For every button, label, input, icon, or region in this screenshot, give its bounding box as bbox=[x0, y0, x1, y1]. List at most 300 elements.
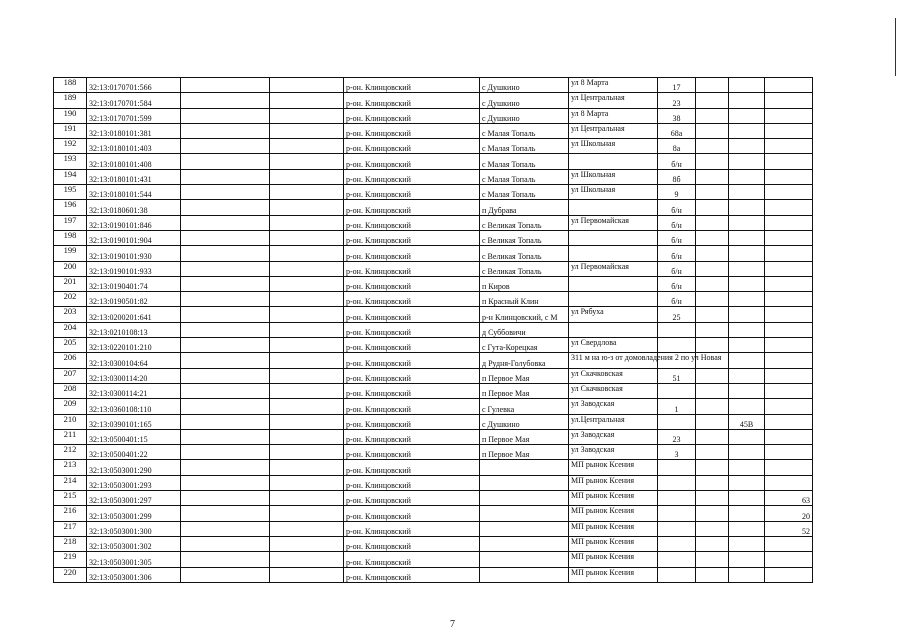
row-number: 193 bbox=[54, 154, 87, 169]
empty-cell bbox=[696, 475, 729, 490]
empty-cell bbox=[696, 567, 729, 582]
row-number: 204 bbox=[54, 322, 87, 337]
extra-number-cell bbox=[765, 414, 813, 429]
extra-number-cell bbox=[765, 475, 813, 490]
building-cell bbox=[729, 552, 765, 567]
empty-cell bbox=[696, 383, 729, 398]
table-row bbox=[54, 246, 813, 261]
extra-number-cell bbox=[765, 445, 813, 460]
building-cell bbox=[729, 78, 765, 93]
street-cell: МП рынок Ксения bbox=[569, 536, 658, 551]
cadastral-number: 32:13:0503001:293 bbox=[87, 475, 181, 490]
cadastral-number: 32:13:0360108:110 bbox=[87, 399, 181, 414]
street-cell: ул 8 Марта bbox=[569, 78, 658, 93]
extra-number-cell: 20 bbox=[765, 506, 813, 521]
empty-cell bbox=[270, 475, 344, 490]
empty-cell bbox=[696, 292, 729, 307]
row-number: 210 bbox=[54, 414, 87, 429]
street-cell: ул Заводская bbox=[569, 429, 658, 444]
building-cell bbox=[729, 322, 765, 337]
street-cell: ул Школьная bbox=[569, 139, 658, 154]
locality-cell: с Малая Топаль bbox=[480, 123, 569, 138]
district-cell: р-он. Клинцовский bbox=[344, 414, 480, 429]
house-number-cell: 23 bbox=[658, 93, 696, 108]
extra-number-cell bbox=[765, 368, 813, 383]
row-number: 211 bbox=[54, 429, 87, 444]
locality-cell bbox=[480, 567, 569, 582]
property-register-table bbox=[53, 77, 813, 583]
locality-cell: с Душкино bbox=[480, 93, 569, 108]
empty-cell bbox=[696, 108, 729, 123]
extra-number-cell bbox=[765, 78, 813, 93]
empty-cell bbox=[696, 460, 729, 475]
empty-cell bbox=[181, 307, 270, 322]
cadastral-number: 32:13:0503001:306 bbox=[87, 567, 181, 582]
locality-cell: с Душкино bbox=[480, 414, 569, 429]
house-number-cell: б/н bbox=[658, 276, 696, 291]
street-cell: ул Заводская bbox=[569, 399, 658, 414]
locality-cell: с Душкино bbox=[480, 78, 569, 93]
district-cell: р-он. Клинцовский bbox=[344, 552, 480, 567]
empty-cell bbox=[181, 353, 270, 368]
street-cell: ул Центральная bbox=[569, 93, 658, 108]
house-number-cell: 25 bbox=[658, 307, 696, 322]
empty-cell bbox=[181, 460, 270, 475]
locality-cell bbox=[480, 552, 569, 567]
extra-number-cell bbox=[765, 93, 813, 108]
empty-cell bbox=[696, 491, 729, 506]
cadastral-number: 32:13:0190401:74 bbox=[87, 276, 181, 291]
house-number-cell: 9 bbox=[658, 185, 696, 200]
locality-cell bbox=[480, 536, 569, 551]
empty-cell bbox=[181, 261, 270, 276]
building-cell bbox=[729, 169, 765, 184]
row-number: 188 bbox=[54, 78, 87, 93]
district-cell: р-он. Клинцовский bbox=[344, 276, 480, 291]
empty-cell bbox=[181, 93, 270, 108]
empty-cell bbox=[181, 414, 270, 429]
district-cell: р-он. Клинцовский bbox=[344, 338, 480, 353]
street-cell: МП рынок Ксения bbox=[569, 521, 658, 536]
extra-number-cell bbox=[765, 108, 813, 123]
table-row bbox=[54, 429, 813, 444]
locality-cell: п Киров bbox=[480, 276, 569, 291]
empty-cell bbox=[181, 445, 270, 460]
empty-cell bbox=[270, 261, 344, 276]
empty-cell bbox=[696, 368, 729, 383]
table-row bbox=[54, 399, 813, 414]
district-cell: р-он. Клинцовский bbox=[344, 567, 480, 582]
locality-cell: п Первое Мая bbox=[480, 429, 569, 444]
district-cell: р-он. Клинцовский bbox=[344, 292, 480, 307]
house-number-cell: 8а bbox=[658, 139, 696, 154]
locality-cell: с Малая Топаль bbox=[480, 185, 569, 200]
street-cell: МП рынок Ксения bbox=[569, 491, 658, 506]
table-row bbox=[54, 307, 813, 322]
building-cell bbox=[729, 261, 765, 276]
empty-cell bbox=[270, 215, 344, 230]
building-cell bbox=[729, 93, 765, 108]
empty-cell bbox=[181, 552, 270, 567]
street-cell bbox=[569, 154, 658, 169]
house-number-cell: 8б bbox=[658, 169, 696, 184]
table-row bbox=[54, 552, 813, 567]
street-cell: ул Заводская bbox=[569, 445, 658, 460]
building-cell bbox=[729, 185, 765, 200]
street-cell bbox=[569, 292, 658, 307]
street-cell: МП рынок Ксения bbox=[569, 567, 658, 582]
district-cell: р-он. Клинцовский bbox=[344, 475, 480, 490]
building-cell bbox=[729, 230, 765, 245]
street-cell: МП рынок Ксения bbox=[569, 460, 658, 475]
row-number: 214 bbox=[54, 475, 87, 490]
empty-cell bbox=[181, 185, 270, 200]
building-cell bbox=[729, 506, 765, 521]
extra-number-cell: 52 bbox=[765, 521, 813, 536]
table-row bbox=[54, 108, 813, 123]
empty-cell bbox=[696, 261, 729, 276]
empty-cell bbox=[696, 552, 729, 567]
cadastral-number: 32:13:0500401:22 bbox=[87, 445, 181, 460]
empty-cell bbox=[696, 123, 729, 138]
empty-cell bbox=[696, 307, 729, 322]
street-cell: МП рынок Ксения bbox=[569, 552, 658, 567]
locality-cell: п Первое Мая bbox=[480, 383, 569, 398]
cadastral-number: 32:13:0503001:300 bbox=[87, 521, 181, 536]
house-number-cell bbox=[658, 491, 696, 506]
district-cell: р-он. Клинцовский bbox=[344, 123, 480, 138]
extra-number-cell bbox=[765, 322, 813, 337]
table-row bbox=[54, 567, 813, 582]
district-cell: р-он. Клинцовский bbox=[344, 139, 480, 154]
extra-number-cell bbox=[765, 185, 813, 200]
empty-cell bbox=[270, 567, 344, 582]
empty-cell bbox=[181, 292, 270, 307]
empty-cell bbox=[181, 200, 270, 215]
row-number: 202 bbox=[54, 292, 87, 307]
street-cell: ул Свердлова bbox=[569, 338, 658, 353]
street-cell: 311 м на ю-з от домовладения 2 по ул Новая bbox=[569, 353, 658, 368]
house-number-cell bbox=[658, 322, 696, 337]
cadastral-number: 32:13:0180601:38 bbox=[87, 200, 181, 215]
building-cell bbox=[729, 353, 765, 368]
house-number-cell: б/н bbox=[658, 230, 696, 245]
row-number: 201 bbox=[54, 276, 87, 291]
building-cell bbox=[729, 536, 765, 551]
locality-cell: р-н Клинцовский, с М bbox=[480, 307, 569, 322]
empty-cell bbox=[270, 521, 344, 536]
street-cell: МП рынок Ксения bbox=[569, 475, 658, 490]
district-cell: р-он. Клинцовский bbox=[344, 368, 480, 383]
district-cell: р-он. Клинцовский bbox=[344, 246, 480, 261]
building-cell bbox=[729, 123, 765, 138]
building-cell bbox=[729, 383, 765, 398]
empty-cell bbox=[270, 414, 344, 429]
district-cell: р-он. Клинцовский bbox=[344, 200, 480, 215]
district-cell: р-он. Клинцовский bbox=[344, 353, 480, 368]
cadastral-number: 32:13:0180101:544 bbox=[87, 185, 181, 200]
empty-cell bbox=[696, 246, 729, 261]
house-number-cell bbox=[658, 521, 696, 536]
locality-cell: с Гута-Корецкая bbox=[480, 338, 569, 353]
table-row bbox=[54, 475, 813, 490]
house-number-cell bbox=[658, 567, 696, 582]
table-row bbox=[54, 154, 813, 169]
table-row bbox=[54, 445, 813, 460]
empty-cell bbox=[696, 200, 729, 215]
locality-cell: с Великая Топаль bbox=[480, 246, 569, 261]
house-number-cell bbox=[658, 475, 696, 490]
locality-cell: с Душкино bbox=[480, 108, 569, 123]
table-row bbox=[54, 276, 813, 291]
empty-cell bbox=[270, 200, 344, 215]
extra-number-cell bbox=[765, 383, 813, 398]
house-number-cell: б/н bbox=[658, 292, 696, 307]
house-number-cell bbox=[658, 506, 696, 521]
page-number: 7 bbox=[450, 619, 455, 630]
building-cell bbox=[729, 154, 765, 169]
house-number-cell: 38 bbox=[658, 108, 696, 123]
empty-cell bbox=[181, 475, 270, 490]
row-number: 191 bbox=[54, 123, 87, 138]
district-cell: р-он. Клинцовский bbox=[344, 185, 480, 200]
extra-number-cell bbox=[765, 230, 813, 245]
cadastral-number: 32:13:0180101:408 bbox=[87, 154, 181, 169]
cadastral-number: 32:13:0190101:904 bbox=[87, 230, 181, 245]
empty-cell bbox=[696, 78, 729, 93]
house-number-cell bbox=[658, 383, 696, 398]
table-row bbox=[54, 185, 813, 200]
locality-cell: п Первое Мая bbox=[480, 445, 569, 460]
locality-cell: с Великая Топаль bbox=[480, 215, 569, 230]
extra-number-cell bbox=[765, 123, 813, 138]
row-number: 194 bbox=[54, 169, 87, 184]
extra-number-cell bbox=[765, 261, 813, 276]
cadastral-number: 32:13:0170701:584 bbox=[87, 93, 181, 108]
empty-cell bbox=[181, 521, 270, 536]
empty-cell bbox=[270, 246, 344, 261]
empty-cell bbox=[181, 139, 270, 154]
street-cell: ул Первомайская bbox=[569, 261, 658, 276]
row-number: 200 bbox=[54, 261, 87, 276]
empty-cell bbox=[270, 230, 344, 245]
house-number-cell: 68а bbox=[658, 123, 696, 138]
row-number: 213 bbox=[54, 460, 87, 475]
empty-cell bbox=[696, 154, 729, 169]
street-cell bbox=[569, 246, 658, 261]
locality-cell bbox=[480, 475, 569, 490]
locality-cell bbox=[480, 506, 569, 521]
extra-number-cell bbox=[765, 200, 813, 215]
empty-cell bbox=[270, 108, 344, 123]
house-number-cell: 17 bbox=[658, 78, 696, 93]
empty-cell bbox=[696, 536, 729, 551]
table-row bbox=[54, 353, 813, 368]
empty-cell bbox=[181, 536, 270, 551]
house-number-cell: б/н bbox=[658, 154, 696, 169]
cadastral-number: 32:13:0390101:165 bbox=[87, 414, 181, 429]
cadastral-number: 32:13:0170701:566 bbox=[87, 78, 181, 93]
row-number: 203 bbox=[54, 307, 87, 322]
page-edge-mark bbox=[895, 18, 896, 76]
locality-cell: д Суббовичи bbox=[480, 322, 569, 337]
cadastral-number: 32:13:0180101:403 bbox=[87, 139, 181, 154]
empty-cell bbox=[270, 307, 344, 322]
locality-cell bbox=[480, 460, 569, 475]
empty-cell bbox=[270, 491, 344, 506]
row-number: 209 bbox=[54, 399, 87, 414]
extra-number-cell bbox=[765, 353, 813, 368]
cadastral-number: 32:13:0500401:15 bbox=[87, 429, 181, 444]
district-cell: р-он. Клинцовский bbox=[344, 445, 480, 460]
row-number: 217 bbox=[54, 521, 87, 536]
house-number-cell: б/н bbox=[658, 261, 696, 276]
empty-cell bbox=[181, 567, 270, 582]
house-number-cell: б/н bbox=[658, 246, 696, 261]
row-number: 195 bbox=[54, 185, 87, 200]
street-cell bbox=[569, 230, 658, 245]
empty-cell bbox=[181, 154, 270, 169]
building-cell bbox=[729, 139, 765, 154]
district-cell: р-он. Клинцовский bbox=[344, 154, 480, 169]
empty-cell bbox=[696, 399, 729, 414]
table-row bbox=[54, 322, 813, 337]
street-cell: ул.Центральная bbox=[569, 414, 658, 429]
table-row bbox=[54, 383, 813, 398]
district-cell: р-он. Клинцовский bbox=[344, 460, 480, 475]
locality-cell: п Первое Мая bbox=[480, 368, 569, 383]
table-row bbox=[54, 521, 813, 536]
district-cell: р-он. Клинцовский bbox=[344, 536, 480, 551]
district-cell: р-он. Клинцовский bbox=[344, 322, 480, 337]
cadastral-number: 32:13:0180101:381 bbox=[87, 123, 181, 138]
empty-cell bbox=[270, 429, 344, 444]
building-cell bbox=[729, 246, 765, 261]
table-row bbox=[54, 261, 813, 276]
empty-cell bbox=[181, 108, 270, 123]
building-cell bbox=[729, 567, 765, 582]
empty-cell bbox=[696, 506, 729, 521]
table-row bbox=[54, 491, 813, 506]
extra-number-cell bbox=[765, 552, 813, 567]
extra-number-cell bbox=[765, 215, 813, 230]
extra-number-cell bbox=[765, 536, 813, 551]
building-cell bbox=[729, 338, 765, 353]
table-row bbox=[54, 368, 813, 383]
cadastral-number: 32:13:0503001:290 bbox=[87, 460, 181, 475]
district-cell: р-он. Клинцовский bbox=[344, 506, 480, 521]
empty-cell bbox=[181, 230, 270, 245]
empty-cell bbox=[181, 123, 270, 138]
building-cell bbox=[729, 460, 765, 475]
street-cell: ул Скачковская bbox=[569, 383, 658, 398]
cadastral-number: 32:13:0200201:641 bbox=[87, 307, 181, 322]
table-row bbox=[54, 78, 813, 93]
table-row bbox=[54, 460, 813, 475]
building-cell bbox=[729, 429, 765, 444]
house-number-cell: 23 bbox=[658, 429, 696, 444]
building-cell bbox=[729, 445, 765, 460]
extra-number-cell bbox=[765, 567, 813, 582]
extra-number-cell bbox=[765, 169, 813, 184]
locality-cell: с Великая Топаль bbox=[480, 261, 569, 276]
house-number-cell: 1 bbox=[658, 399, 696, 414]
cadastral-number: 32:13:0300104:64 bbox=[87, 353, 181, 368]
table-row bbox=[54, 169, 813, 184]
empty-cell bbox=[270, 383, 344, 398]
empty-cell bbox=[696, 414, 729, 429]
house-number-cell: 51 bbox=[658, 368, 696, 383]
cadastral-number: 32:13:0503001:305 bbox=[87, 552, 181, 567]
locality-cell: с Малая Топаль bbox=[480, 139, 569, 154]
empty-cell bbox=[181, 215, 270, 230]
table-row bbox=[54, 200, 813, 215]
table-row bbox=[54, 215, 813, 230]
empty-cell bbox=[181, 322, 270, 337]
building-cell bbox=[729, 307, 765, 322]
district-cell: р-он. Клинцовский bbox=[344, 93, 480, 108]
empty-cell bbox=[181, 491, 270, 506]
empty-cell bbox=[696, 93, 729, 108]
empty-cell bbox=[270, 185, 344, 200]
extra-number-cell bbox=[765, 246, 813, 261]
extra-number-cell bbox=[765, 139, 813, 154]
register-rows bbox=[54, 78, 813, 583]
building-cell bbox=[729, 475, 765, 490]
empty-cell bbox=[181, 506, 270, 521]
row-number: 212 bbox=[54, 445, 87, 460]
street-cell: ул Рябуха bbox=[569, 307, 658, 322]
extra-number-cell bbox=[765, 399, 813, 414]
table-row bbox=[54, 536, 813, 551]
street-cell: ул Школьная bbox=[569, 169, 658, 184]
empty-cell bbox=[270, 123, 344, 138]
district-cell: р-он. Клинцовский bbox=[344, 215, 480, 230]
building-cell bbox=[729, 491, 765, 506]
empty-cell bbox=[696, 276, 729, 291]
house-number-cell bbox=[658, 552, 696, 567]
house-number-cell: б/н bbox=[658, 215, 696, 230]
empty-cell bbox=[181, 383, 270, 398]
street-cell bbox=[569, 200, 658, 215]
house-number-cell bbox=[658, 460, 696, 475]
empty-cell bbox=[270, 338, 344, 353]
extra-number-cell bbox=[765, 276, 813, 291]
cadastral-number: 32:13:0180101:431 bbox=[87, 169, 181, 184]
building-cell bbox=[729, 399, 765, 414]
extra-number-cell bbox=[765, 292, 813, 307]
district-cell: р-он. Клинцовский bbox=[344, 261, 480, 276]
locality-cell: с Малая Топаль bbox=[480, 169, 569, 184]
empty-cell bbox=[696, 322, 729, 337]
empty-cell bbox=[181, 78, 270, 93]
empty-cell bbox=[696, 338, 729, 353]
house-number-cell bbox=[658, 536, 696, 551]
empty-cell bbox=[696, 185, 729, 200]
row-number: 219 bbox=[54, 552, 87, 567]
row-number: 207 bbox=[54, 368, 87, 383]
extra-number-cell: 63 bbox=[765, 491, 813, 506]
empty-cell bbox=[181, 399, 270, 414]
empty-cell bbox=[696, 215, 729, 230]
cadastral-number: 32:13:0190101:846 bbox=[87, 215, 181, 230]
building-cell bbox=[729, 521, 765, 536]
empty-cell bbox=[270, 93, 344, 108]
row-number: 205 bbox=[54, 338, 87, 353]
locality-cell: с Малая Топаль bbox=[480, 154, 569, 169]
empty-cell bbox=[181, 338, 270, 353]
empty-cell bbox=[270, 445, 344, 460]
